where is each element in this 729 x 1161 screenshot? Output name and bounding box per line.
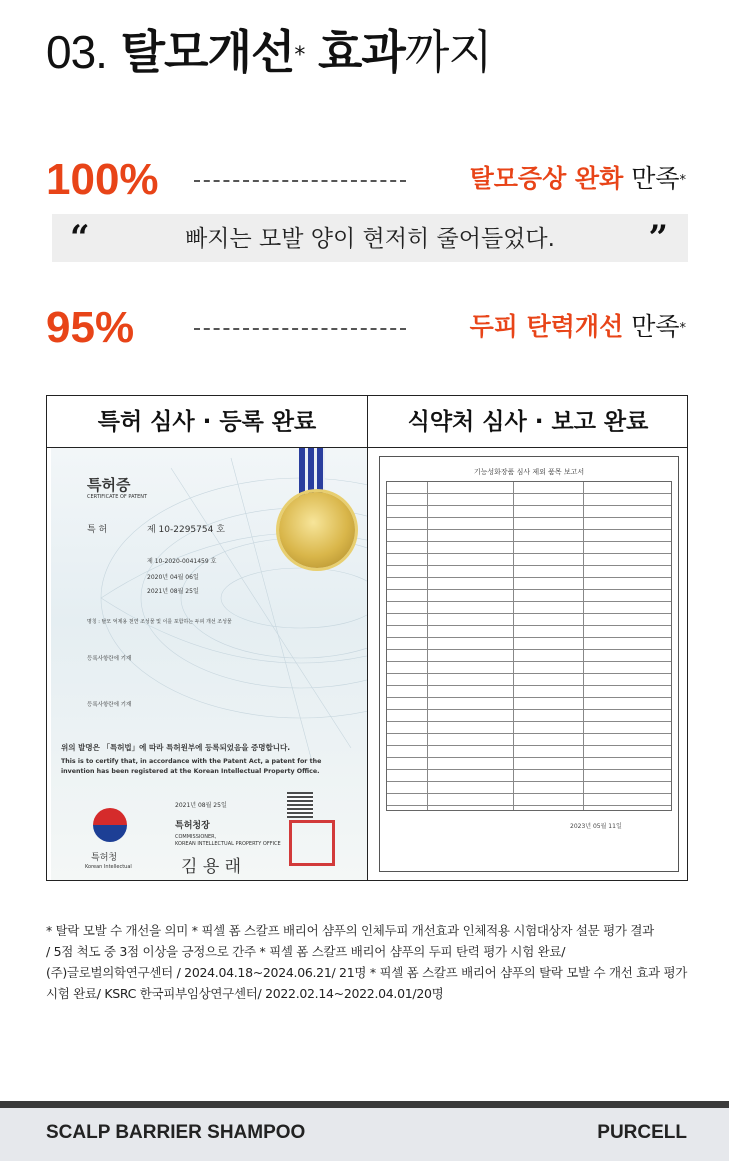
stat-label — [470, 310, 686, 344]
korea-emblem-icon — [93, 808, 127, 842]
report-title: 기능성화장품 심사 제외 품목 보고서 — [473, 468, 585, 476]
application-number: 제 10-2020-0041459 호 — [147, 558, 217, 565]
patent-certificate-image — [51, 448, 367, 880]
org-name: 특허청 — [91, 853, 118, 863]
stat-suffix: 만족 — [631, 164, 680, 193]
dashed-divider — [194, 328, 406, 330]
dashed-divider — [194, 180, 406, 182]
office-en-2: KOREAN INTELLECTUAL PROPERTY OFFICE — [175, 841, 281, 847]
brand-name: PURCELL — [597, 1122, 687, 1143]
panel-divider — [367, 396, 368, 880]
office-en-1: COMMISSIONER, — [175, 834, 217, 840]
patent-heading: 특허 심사 · 등록 완료 — [47, 396, 367, 448]
footer — [0, 1108, 729, 1161]
title-bold: 탈모개선 — [120, 25, 295, 79]
stat-row-1 — [46, 154, 686, 206]
quote-text: 빠지는 모발 양이 현저히 줄어들었다. — [185, 226, 555, 252]
report-frame — [379, 456, 679, 872]
statement-ko: 위의 발명은 「특허법」에 따라 특허원부에 등록되었음을 증명합니다. — [61, 743, 291, 752]
filing-date: 2020년 04월 06일 — [147, 574, 199, 581]
footer-top-bar — [0, 1101, 729, 1108]
footnote-line-3: (주)글로벌의학연구센터 / 2024.04.18~2024.06.21/ 21명 * 픽셀 폼 스칼프 배리어 샴푸의 탈락 모발 수 개선 효과 평가 — [46, 965, 687, 980]
report-date: 2023년 05월 11일 — [570, 823, 622, 830]
issue-date: 2021년 08월 25일 — [175, 802, 227, 809]
signature: 김 용 래 — [181, 857, 242, 877]
footnote — [46, 920, 696, 1004]
footnote-line-2: / 5점 척도 중 3점 이상을 긍정으로 간주 * 픽셀 폼 스칼프 배리어 샴푸의 두피 탄력 평가 시험 완료/ — [46, 944, 566, 959]
org-name-en: Korean Intellectual — [85, 864, 132, 870]
certificates-panel — [46, 395, 688, 881]
section-number: 03. — [46, 26, 107, 78]
owner-line: 등록사항란에 기재 — [87, 656, 132, 662]
title-bold-2: 효과 — [317, 25, 405, 79]
footnote-line-4: 시험 완료/ KSRC 한국피부임상연구센터/ 2022.02.14~2022.04.01/20명 — [46, 986, 444, 1001]
stat-label — [470, 162, 686, 196]
report-table — [386, 481, 672, 811]
footnote-line-1: * 탈락 모발 수 개선을 의미 * 픽셀 폼 스칼프 배리어 샴푸의 인체두피 개선효과 인체적용 시험대상자 설문 평가 결과 — [46, 923, 654, 938]
statement-en-2: invention has been registered at the Korean Intellectual Property Office. — [61, 768, 320, 775]
official-stamp-icon — [289, 820, 335, 866]
patent-label: 특 허 — [87, 525, 108, 535]
open-quote-icon: “ — [70, 218, 90, 258]
report-document-image — [371, 448, 687, 880]
page-title — [46, 24, 492, 80]
patent-title-en: CERTIFICATE OF PATENT — [87, 494, 148, 500]
stat-mark: * — [679, 173, 686, 188]
stat-value: 95% — [46, 303, 135, 352]
statement-en-1: This is to certify that, in accordance with the Patent Act, a patent for the — [61, 758, 322, 765]
title-light: 까지 — [404, 25, 492, 79]
report-heading: 식약처 심사 · 보고 완료 — [368, 396, 688, 448]
patent-number: 제 10-2295754 호 — [147, 525, 225, 535]
title-asterisk: * — [294, 43, 305, 68]
office-title: 특허청장 — [175, 821, 210, 831]
stat-highlight: 탈모증상 완화 — [469, 164, 624, 193]
stat-suffix: 만족 — [631, 312, 680, 341]
inventor-line: 등록사항란에 기재 — [87, 702, 132, 708]
stat-mark: * — [679, 321, 686, 336]
quote-box — [52, 214, 688, 262]
stat-value: 100% — [46, 155, 159, 204]
qr-code-icon — [287, 792, 313, 818]
stat-row-2 — [46, 302, 686, 354]
product-name: SCALP BARRIER SHAMPOO — [46, 1122, 306, 1143]
invention-title: 명칭 : 탈모 억제용 천연 조성물 및 이를 포함하는 두피 개선 조성물 — [87, 619, 232, 625]
stat-highlight: 두피 탄력개선 — [469, 312, 624, 341]
gold-seal-icon — [279, 492, 355, 568]
registration-date: 2021년 08월 25일 — [147, 588, 199, 595]
patent-title: 특허증 — [87, 476, 131, 494]
close-quote-icon: ” — [648, 218, 668, 258]
